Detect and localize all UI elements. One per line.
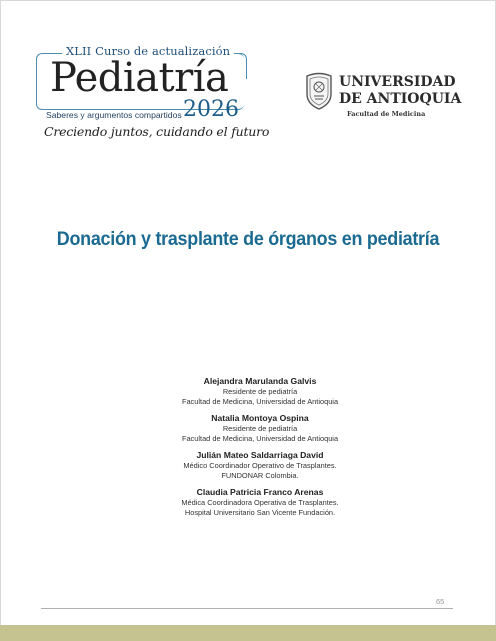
author-entry xyxy=(100,413,420,444)
document-title: Donación y trasplante de órganos en pediatría xyxy=(56,228,440,250)
author-name: Alejandra Marulanda Galvis xyxy=(203,376,317,386)
university-name xyxy=(339,74,461,108)
author-affiliation: Facultad de Medicina, Universidad de Antioquia xyxy=(181,434,339,443)
course-year: 2026 xyxy=(183,97,239,122)
author-entry xyxy=(100,376,420,407)
author-role: Residente de pediatría xyxy=(222,424,298,433)
author-name: Julián Mateo Saldarriaga David xyxy=(196,450,324,460)
author-name: Claudia Patricia Franco Arenas xyxy=(196,487,324,497)
author-role: Médico Coordinador Operativo de Trasplantes. xyxy=(183,461,337,470)
university-name-line1: UNIVERSIDAD xyxy=(339,74,456,90)
author-affiliation: Facultad de Medicina, Universidad de Antioquia xyxy=(181,397,339,406)
university-seal-icon xyxy=(303,70,335,110)
faculty-name: Facultad de Medicina xyxy=(347,110,426,118)
author-affiliation: Hospital Universitario San Vicente Fundación. xyxy=(184,508,336,517)
course-slogan: Creciendo juntos, cuidando el futuro xyxy=(44,124,270,139)
author-name: Natalia Montoya Ospina xyxy=(211,413,309,423)
university-name-line2: DE ANTIOQUIA xyxy=(339,91,462,107)
footer-divider xyxy=(41,608,453,609)
author-entry xyxy=(100,450,420,481)
author-role: Residente de pediatría xyxy=(222,387,298,396)
course-logo xyxy=(36,44,270,144)
logo-frame-corner xyxy=(236,53,247,79)
footer-band xyxy=(0,625,496,641)
course-subtitle: Saberes y argumentos compartidos xyxy=(46,110,185,120)
university-logo xyxy=(303,68,473,122)
author-role: Médica Coordinadora Operativa de Trasplantes. xyxy=(181,498,339,507)
course-edition: XLII Curso de actualización xyxy=(62,44,234,58)
author-list xyxy=(100,376,420,524)
author-affiliation: FUNDONAR Colombia. xyxy=(221,471,299,480)
author-entry xyxy=(100,487,420,518)
page-number: 65 xyxy=(436,597,445,606)
course-name: Pediatría xyxy=(50,55,229,101)
